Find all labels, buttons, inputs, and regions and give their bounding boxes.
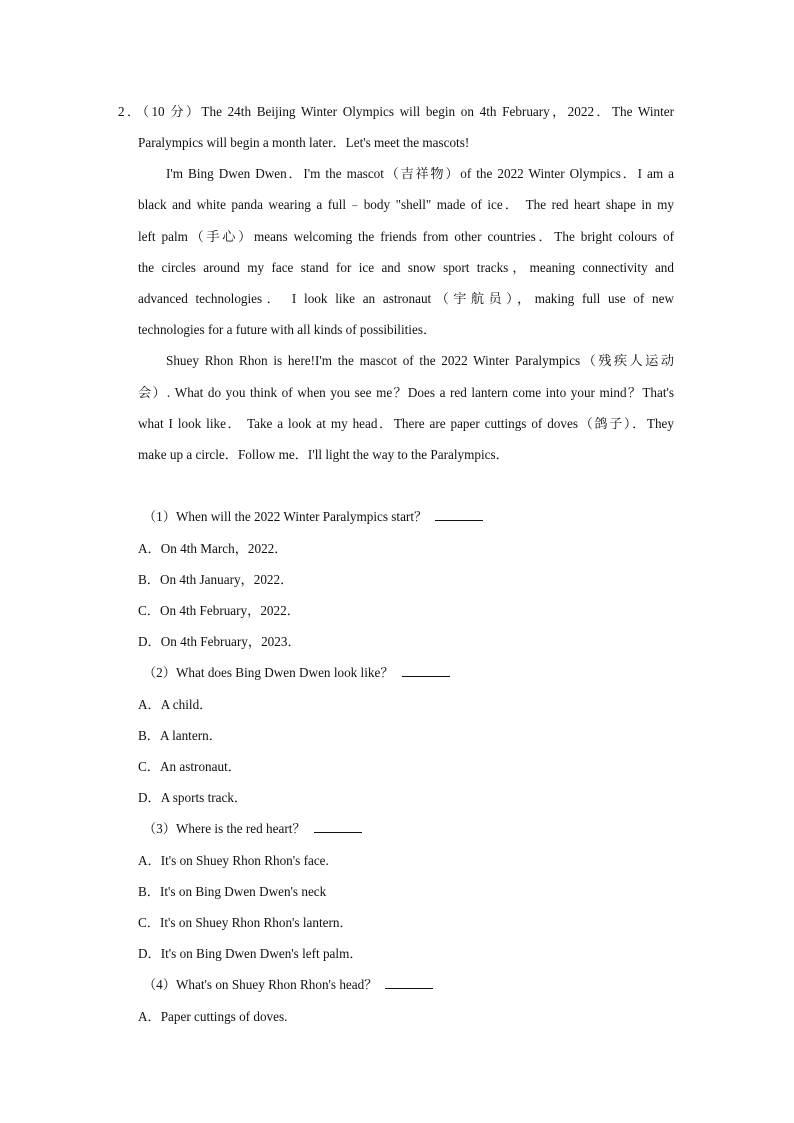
passage-line: the circles around my face stand for ice and snow sport tracks，meaning connectivity and bbox=[138, 260, 674, 275]
passage-line: black and white panda wearing a full﹣body "shell" made of ice． The red heart shape in my bbox=[138, 197, 674, 212]
question-stem: （2）What does Bing Dwen Dwen look like？ bbox=[143, 665, 394, 680]
passage-line: 会）. What do you think of when you see me？Does a red lantern come into your mind？That's bbox=[138, 385, 674, 400]
question-3 bbox=[143, 819, 362, 839]
answer-blank[interactable] bbox=[402, 664, 450, 677]
option-2d[interactable]: D．A sports track． bbox=[138, 790, 248, 805]
answer-blank[interactable] bbox=[435, 508, 483, 521]
option-3c[interactable]: C．It's on Shuey Rhon Rhon's lantern． bbox=[138, 915, 353, 930]
passage-line: I'm Bing Dwen Dwen．I'm the mascot（吉祥物）of the 2022 Winter Olympics．I am a bbox=[166, 166, 674, 181]
option-2b[interactable]: B．A lantern． bbox=[138, 728, 222, 743]
passage-line: technologies for a future with all kinds of possibilities． bbox=[138, 322, 437, 337]
passage-line: what I look like． Take a look at my head．There are paper cuttings of doves（鸽子）．They bbox=[138, 416, 674, 431]
option-1b[interactable]: B．On 4th January，2022． bbox=[138, 572, 294, 587]
option-1d[interactable]: D．On 4th February，2023． bbox=[138, 634, 301, 649]
option-4a[interactable]: A．Paper cuttings of doves. bbox=[138, 1009, 288, 1024]
option-3a[interactable]: A．It's on Shuey Rhon Rhon's face. bbox=[138, 853, 329, 868]
option-2c[interactable]: C．An astronaut． bbox=[138, 759, 241, 774]
passage-line: advanced technologies． I look like an astronaut（宇航员），making full use of new bbox=[138, 291, 674, 306]
question-2 bbox=[143, 663, 450, 683]
option-3b[interactable]: B．It's on Bing Dwen Dwen's neck bbox=[138, 884, 327, 899]
answer-blank[interactable] bbox=[314, 820, 362, 833]
option-1a[interactable]: A．On 4th March，2022． bbox=[138, 541, 288, 556]
answer-blank[interactable] bbox=[385, 976, 433, 989]
option-3d[interactable]: D．It's on Bing Dwen Dwen's left palm． bbox=[138, 946, 363, 961]
passage-line: Paralympics will begin a month later．Let's meet the mascots! bbox=[138, 135, 470, 150]
passage-line: 2．（10 分）The 24th Beijing Winter Olympics will begin on 4th February，2022．The Winter bbox=[118, 104, 674, 119]
passage-line: make up a circle．Follow me．I'll light the way to the Paralympics． bbox=[138, 447, 509, 462]
question-1 bbox=[143, 507, 483, 527]
option-1c[interactable]: C．On 4th February，2022． bbox=[138, 603, 300, 618]
question-stem: （3）Where is the red heart？ bbox=[143, 821, 306, 836]
question-4 bbox=[143, 975, 433, 995]
question-stem: （1）When will the 2022 Winter Paralympics start？ bbox=[143, 509, 428, 524]
passage-line: Shuey Rhon Rhon is here!I'm the mascot of the 2022 Winter Paralympics（残疾人运动 bbox=[166, 353, 674, 368]
question-stem: （4）What's on Shuey Rhon Rhon's head？ bbox=[143, 977, 378, 992]
passage-line: left palm（手心）means welcoming the friends from other countries．The bright colours of bbox=[138, 229, 674, 244]
option-2a[interactable]: A．A child． bbox=[138, 697, 213, 712]
